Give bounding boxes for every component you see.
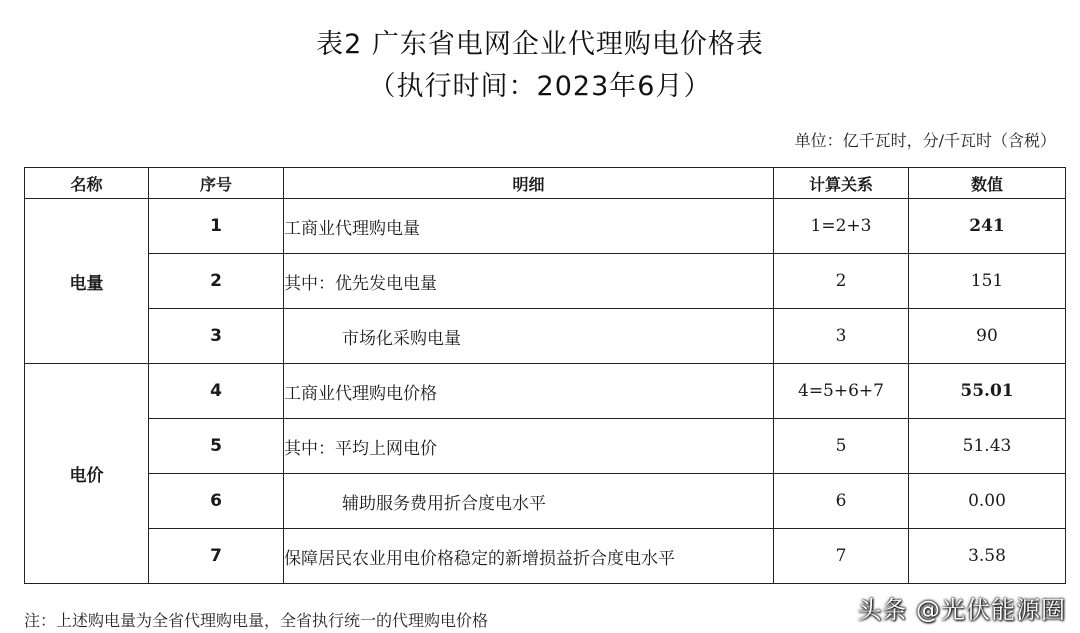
row-seq: 4	[149, 364, 284, 419]
header-detail: 明细	[284, 168, 774, 199]
table-row	[25, 364, 1066, 419]
row-calc: 7	[774, 529, 909, 584]
table-subtitle: （执行时间：2023年6月）	[368, 71, 712, 102]
row-value: 0.00	[909, 474, 1066, 529]
table-row	[25, 199, 1066, 254]
row-seq: 1	[149, 199, 284, 254]
row-detail: 辅助服务费用折合度电水平	[284, 474, 774, 529]
watermark: 头条 @光伏能源圈	[857, 596, 1066, 624]
table-row	[25, 254, 1066, 309]
row-calc: 6	[774, 474, 909, 529]
row-calc: 3	[774, 309, 909, 364]
group-price: 电价	[25, 364, 149, 584]
row-seq: 2	[149, 254, 284, 309]
row-seq: 3	[149, 309, 284, 364]
header-seq: 序号	[149, 168, 284, 199]
group-electricity: 电量	[25, 199, 149, 364]
table-row	[25, 529, 1066, 584]
row-value: 55.01	[909, 364, 1066, 419]
header-calc: 计算关系	[774, 168, 909, 199]
price-table	[24, 167, 1066, 584]
unit-label: 单位：亿千瓦时，分/千瓦时（含税）	[794, 131, 1056, 150]
row-detail: 保障居民农业用电价格稳定的新增损益折合度电水平	[284, 529, 774, 584]
row-value: 3.58	[909, 529, 1066, 584]
row-value: 241	[909, 199, 1066, 254]
row-calc: 5	[774, 419, 909, 474]
row-calc: 2	[774, 254, 909, 309]
row-value: 51.43	[909, 419, 1066, 474]
row-detail: 工商业代理购电量	[284, 199, 774, 254]
row-calc: 4=5+6+7	[774, 364, 909, 419]
header-row	[25, 168, 1066, 199]
header-name: 名称	[25, 168, 149, 199]
row-seq: 5	[149, 419, 284, 474]
row-detail: 市场化采购电量	[284, 309, 774, 364]
row-detail: 工商业代理购电价格	[284, 364, 774, 419]
row-value: 151	[909, 254, 1066, 309]
row-detail: 其中：平均上网电价	[284, 419, 774, 474]
row-detail: 其中：优先发电电量	[284, 254, 774, 309]
row-seq: 6	[149, 474, 284, 529]
table-row	[25, 309, 1066, 364]
table-title: 表2 广东省电网企业代理购电价格表	[316, 29, 764, 60]
footnote: 注：上述购电量为全省代理购电量，全省执行统一的代理购电价格	[24, 611, 489, 630]
table-row	[25, 419, 1066, 474]
table-row	[25, 474, 1066, 529]
row-calc: 1=2+3	[774, 199, 909, 254]
header-value: 数值	[909, 168, 1066, 199]
row-value: 90	[909, 309, 1066, 364]
row-seq: 7	[149, 529, 284, 584]
